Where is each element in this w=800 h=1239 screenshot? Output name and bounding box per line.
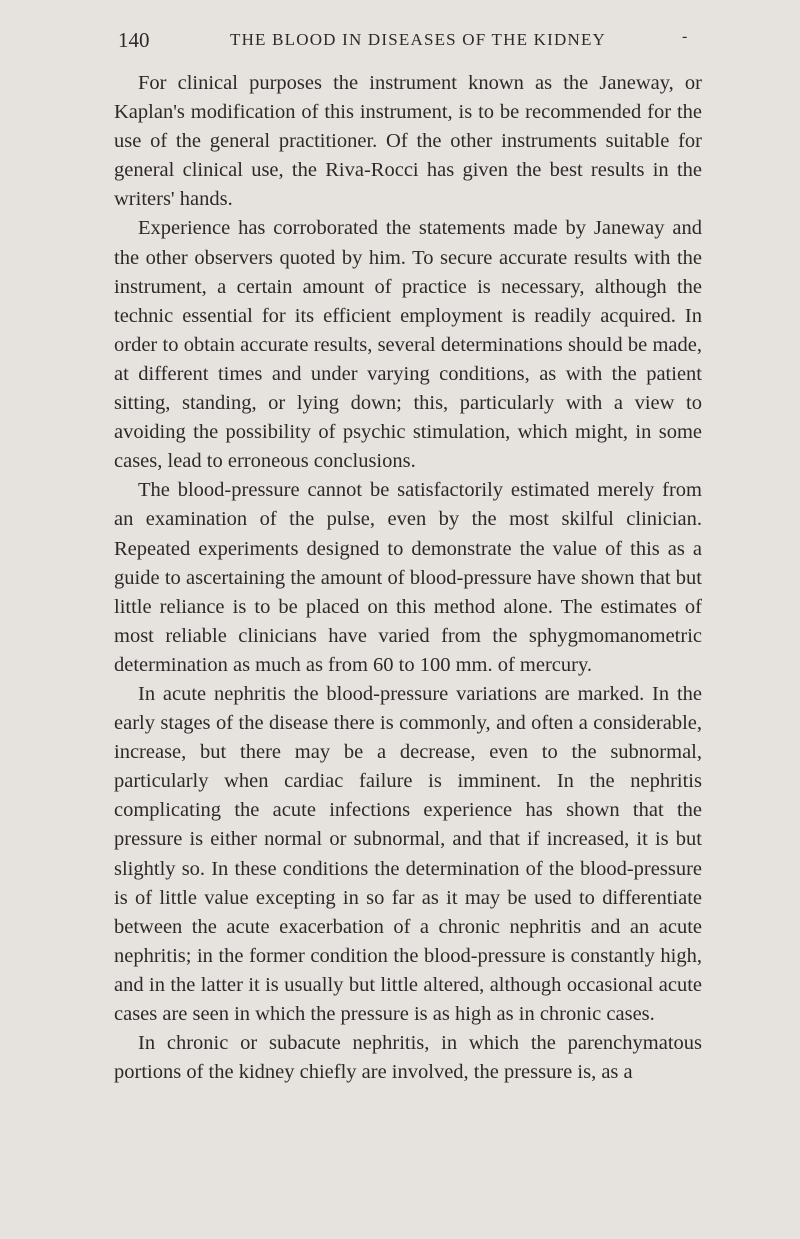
- paragraph: The blood-pressure cannot be satisfactorily estimated merely from an examination of the pulse, even by the most skilful clinician. Repeated experiments designed to demonstrate the value of this as a guide to ascertaining the amount of blood-pressure have shown that but little reliance is to be placed on this method alone. The estimates of most reliable clinicians have varied from the sphygmomanometric determination as much as from 60 to 100 mm. of mercury.: [114, 479, 702, 676]
- paragraph: In acute nephritis the blood-pressure variations are marked. In the early stages of the disease there is commonly, and often a considerable, increase, but there may be a decrease, even to the subnormal, particularly when cardiac failure is imminent. In the nephritis complicating the acute infections experience has shown that the pressure is either normal or subnormal, and that if increased, it is but slightly so. In these conditions the determination of the blood-pressure is of little value excepting in so far as it may be used to differentiate between the acute exacerbation of a chronic nephritis and an acute nephritis; in the former condition the blood-pressure is constantly high, and in the latter it is usually but little altered, although occasional acute cases are seen in which the pressure is as high as in chronic cases.: [114, 682, 702, 1025]
- page-number: 140: [118, 28, 150, 52]
- paragraph: In chronic or subacute nephritis, in which the parenchymatous portions of the kidney chiefly are involved, the pressure is, as a: [114, 1032, 702, 1084]
- running-title: THE BLOOD IN DISEASES OF THE KIDNEY: [230, 30, 607, 49]
- header-mark: -: [682, 28, 688, 45]
- paragraph: Experience has corroborated the statements made by Janeway and the other observers quoted by him. To secure accurate results with the instrument, a certain amount of practice is necessary, although the technic essential for its efficient employment is readily acquired. In order to obtain accurate results, several determinations should be made, at different times and under varying conditions, as with the patient sitting, standing, or lying down; this, particularly with a view to avoiding the possibility of psychic stimulation, which might, in some cases, lead to erroneous conclusions.: [114, 217, 702, 473]
- body-text: [114, 69, 702, 1087]
- paragraph: For clinical purposes the instrument known as the Janeway, or Kaplan's modification of this instrument, is to be recommended for the use of the general practitioner. Of the other instruments suitable for general clinical use, the Riva-Rocci has given the best results in the writers' hands.: [114, 72, 702, 211]
- page-header: [118, 28, 698, 58]
